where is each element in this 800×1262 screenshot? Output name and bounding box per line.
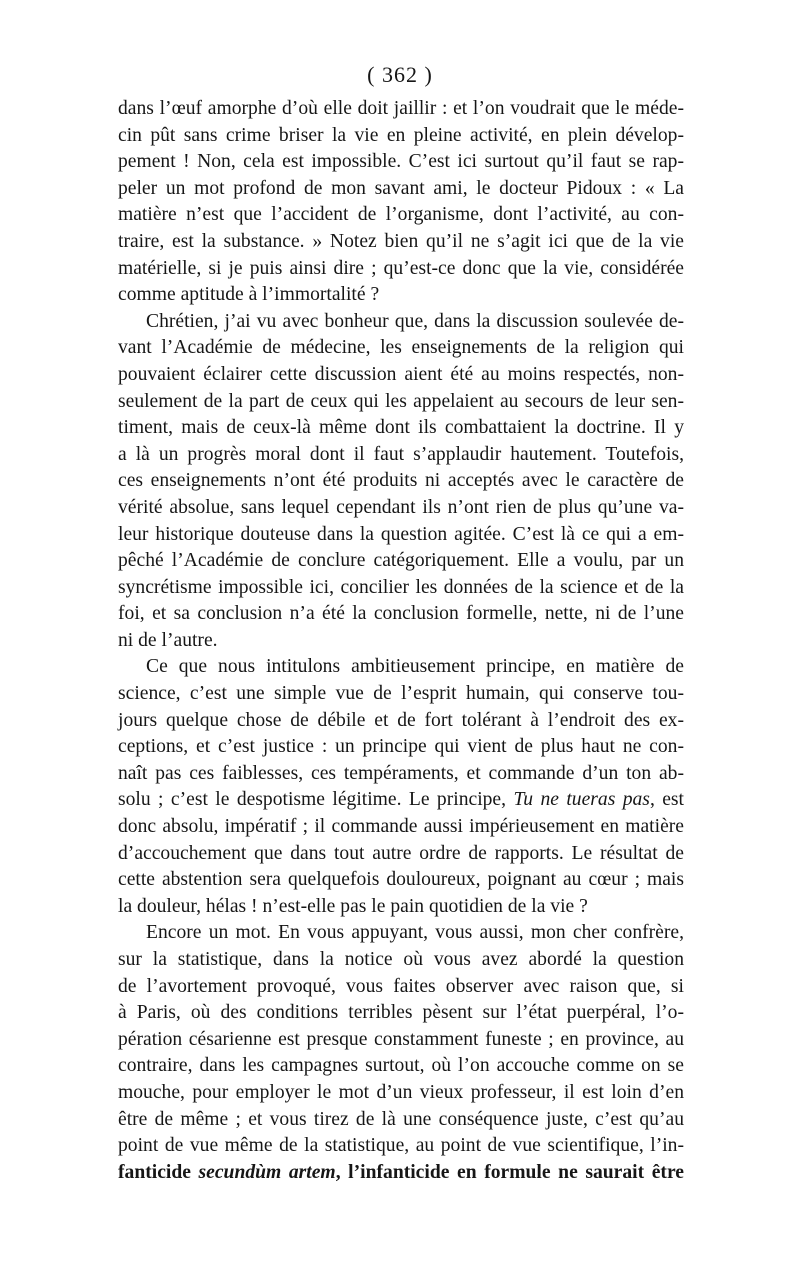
italic-phrase: secundùm artem: [198, 1161, 336, 1183]
text-line: timent, mais de ceux-là même dont ils combattaient la doctrine. Il y: [118, 417, 684, 439]
text-line: ceptions, et c’est justice : un principe qui vient de plus haut ne con-: [118, 736, 684, 758]
text-line: cette abstention sera quelquefois douloureux, poignant au cœur ; mais: [118, 869, 684, 891]
text-line: de l’avortement provoqué, vous faites observer avec raison que, si: [118, 975, 684, 997]
text-line: traire, est la substance. » Notez bien qu’il ne s’agit ici que de la vie: [118, 230, 684, 252]
text-line: jours quelque chose de débile et de fort tolérant à l’endroit des ex-: [118, 709, 684, 731]
text-line: science, c’est une simple vue de l’esprit humain, qui conserve tou-: [118, 683, 684, 705]
text-line: à Paris, où des conditions terribles pèsent sur l’état puerpéral, l’o-: [118, 1002, 684, 1024]
text-line: naît pas ces faiblesses, ces tempéraments, et commande d’un ton ab-: [118, 762, 684, 784]
text-line: point de vue même de la statistique, au point de vue scientifique, l’in-: [118, 1135, 684, 1157]
page-number: ( 362 ): [367, 62, 433, 87]
text-line: leur historique douteuse dans la question agitée. C’est là ce qui a em-: [118, 523, 684, 545]
text-segment: , l’infanticide en formule ne saurait être: [335, 1161, 684, 1183]
text-line: Chrétien, j’ai vu avec bonheur que, dans la discussion soulevée de-: [146, 310, 684, 332]
text-line: foi, et sa conclusion n’a été la conclusion formelle, nette, ni de l’une: [118, 603, 684, 625]
text-line: matérielle, si je puis ainsi dire ; qu’est-ce donc que la vie, considérée: [118, 257, 684, 279]
text-segment: , est: [649, 789, 684, 811]
text-line: donc absolu, impératif ; il commande aussi impérieusement en matière: [118, 816, 684, 838]
text-line: seulement de la part de ceux qui les appelaient au secours de leur sen-: [118, 390, 684, 412]
text-line: la douleur, hélas ! n’est-elle pas le pain quotidien de la vie ?: [118, 895, 588, 917]
text-line: syncrétisme impossible ici, concilier les données de la science et de la: [118, 576, 684, 598]
text-line: cin pût sans crime briser la vie en pleine activité, en plein dévelop-: [118, 124, 684, 146]
text-line: pération césarienne est presque constamment funeste ; en province, au: [118, 1028, 684, 1050]
text-line: ces enseignements n’ont été produits ni acceptés avec le caractère de: [118, 470, 684, 492]
body-text: [118, 96, 684, 1186]
text-line: comme aptitude à l’immortalité ?: [118, 284, 380, 306]
text-line: d’accouchement que dans tout autre ordre de rapports. Le résultat de: [118, 842, 684, 864]
text-line: Encore un mot. En vous appuyant, vous aussi, mon cher confrère,: [146, 922, 684, 944]
text-line: pouvaient éclairer cette discussion aient été au moins respectés, non-: [118, 363, 684, 385]
text-line: a là un progrès moral dont il faut s’applaudir hautement. Toutefois,: [118, 443, 684, 465]
text-line: vant l’Académie de médecine, les enseignements de la religion qui: [118, 337, 684, 359]
italic-phrase: Tu ne tueras pas: [513, 789, 650, 811]
text-line: [118, 787, 684, 814]
text-line: dans l’œuf amorphe d’où elle doit jaillir : et l’on voudrait que le méde-: [118, 98, 684, 119]
text-segment: solu ; c’est le despotisme légitime. Le principe,: [118, 789, 514, 811]
text-line: sur la statistique, dans la notice où vous avez abordé la question: [118, 949, 684, 970]
text-line: contraire, dans les campagnes surtout, où l’on accouche comme on se: [118, 1055, 684, 1077]
text-line: mouche, pour employer le mot d’un vieux professeur, il est loin d’en: [118, 1081, 684, 1103]
text-line: Ce que nous intitulons ambitieusement principe, en matière de: [146, 656, 684, 678]
text-line: peler un mot profond de mon savant ami, le docteur Pidoux : « La: [118, 177, 684, 199]
text-line: matière n’est que l’accident de l’organisme, dont l’activité, au con-: [118, 204, 684, 226]
text-line: [118, 1160, 684, 1187]
text-segment: fanticide: [118, 1161, 199, 1183]
text-line: pement ! Non, cela est impossible. C’est ici surtout qu’il faut se rap-: [118, 151, 684, 173]
text-line: ni de l’autre.: [118, 629, 218, 651]
text-line: pêché l’Académie de conclure catégoriquement. Elle a voulu, par un: [118, 550, 684, 572]
text-line: vérité absolue, sans lequel cependant ils n’ont rien de plus qu’une va-: [118, 496, 684, 518]
text-line: être de même ; et vous tirez de là une conséquence juste, c’est qu’au: [118, 1108, 684, 1130]
